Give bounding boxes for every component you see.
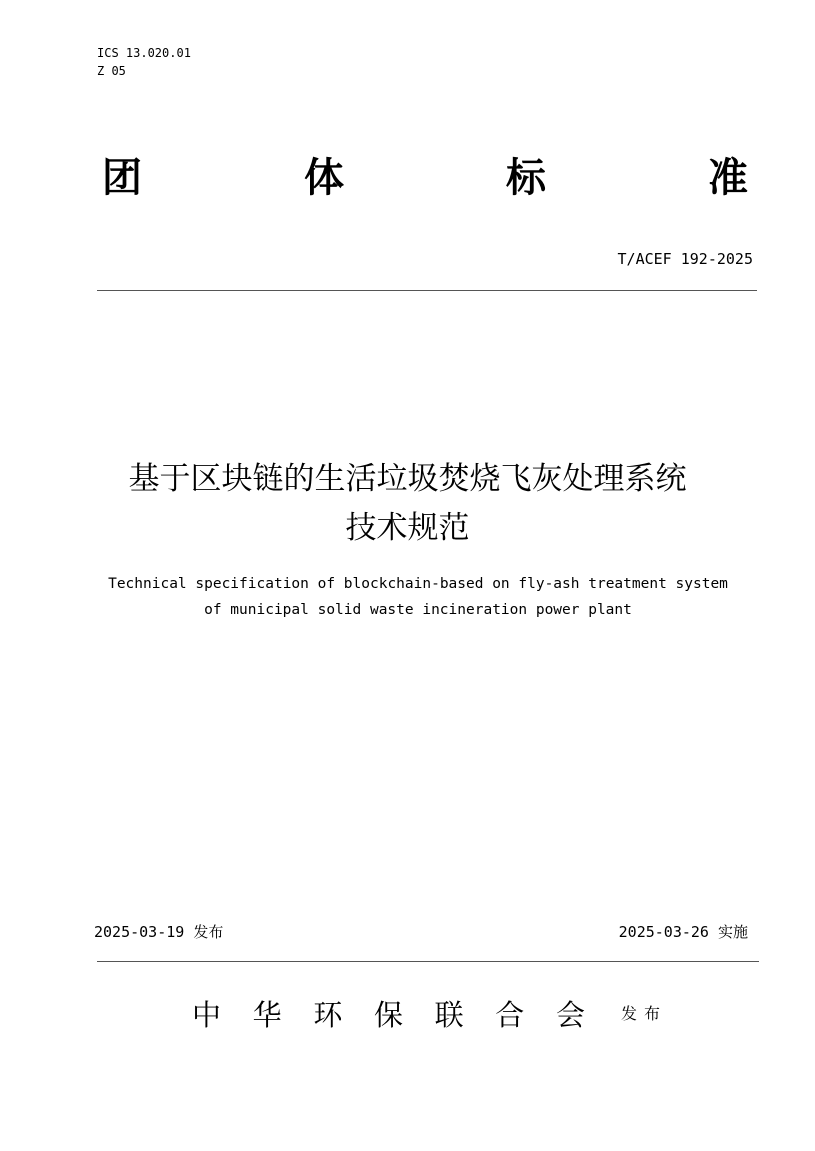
publisher-suffix: 发布 [621,1004,668,1023]
publisher-char: 保 [373,998,403,1032]
issue-date: 2025-03-19 发布 [94,923,224,941]
standard-number: T/ACEF 192-2025 [617,250,753,268]
standard-type-char: 标 [506,155,546,201]
publisher-char: 联 [434,998,464,1032]
publisher-char: 合 [495,998,525,1032]
publisher-char: 会 [555,998,585,1032]
title-en-line-2: of municipal solid waste incineration power plant [204,602,632,618]
title-zh-line-1: 基于区块链的生活垃圾焚烧飞灰处理系统 [128,461,687,497]
standard-type-char: 团 [102,155,142,201]
publisher-char: 华 [252,998,282,1032]
title-zh-line-2: 技术规范 [345,510,470,546]
ccs-code: Z 05 [97,64,126,78]
publisher-char: 环 [313,998,343,1032]
bottom-divider [97,961,759,962]
top-divider [97,290,757,291]
publisher-char: 中 [192,998,222,1032]
standard-type-char: 体 [304,155,344,201]
standard-type-char: 准 [708,155,748,201]
title-en-line-1: Technical specification of blockchain-based on fly-ash treatment system [108,576,728,592]
publisher-name [192,996,585,1034]
implementation-date: 2025-03-26 实施 [618,923,748,941]
standard-type-heading [102,152,748,204]
ics-code: ICS 13.020.01 [97,46,191,60]
